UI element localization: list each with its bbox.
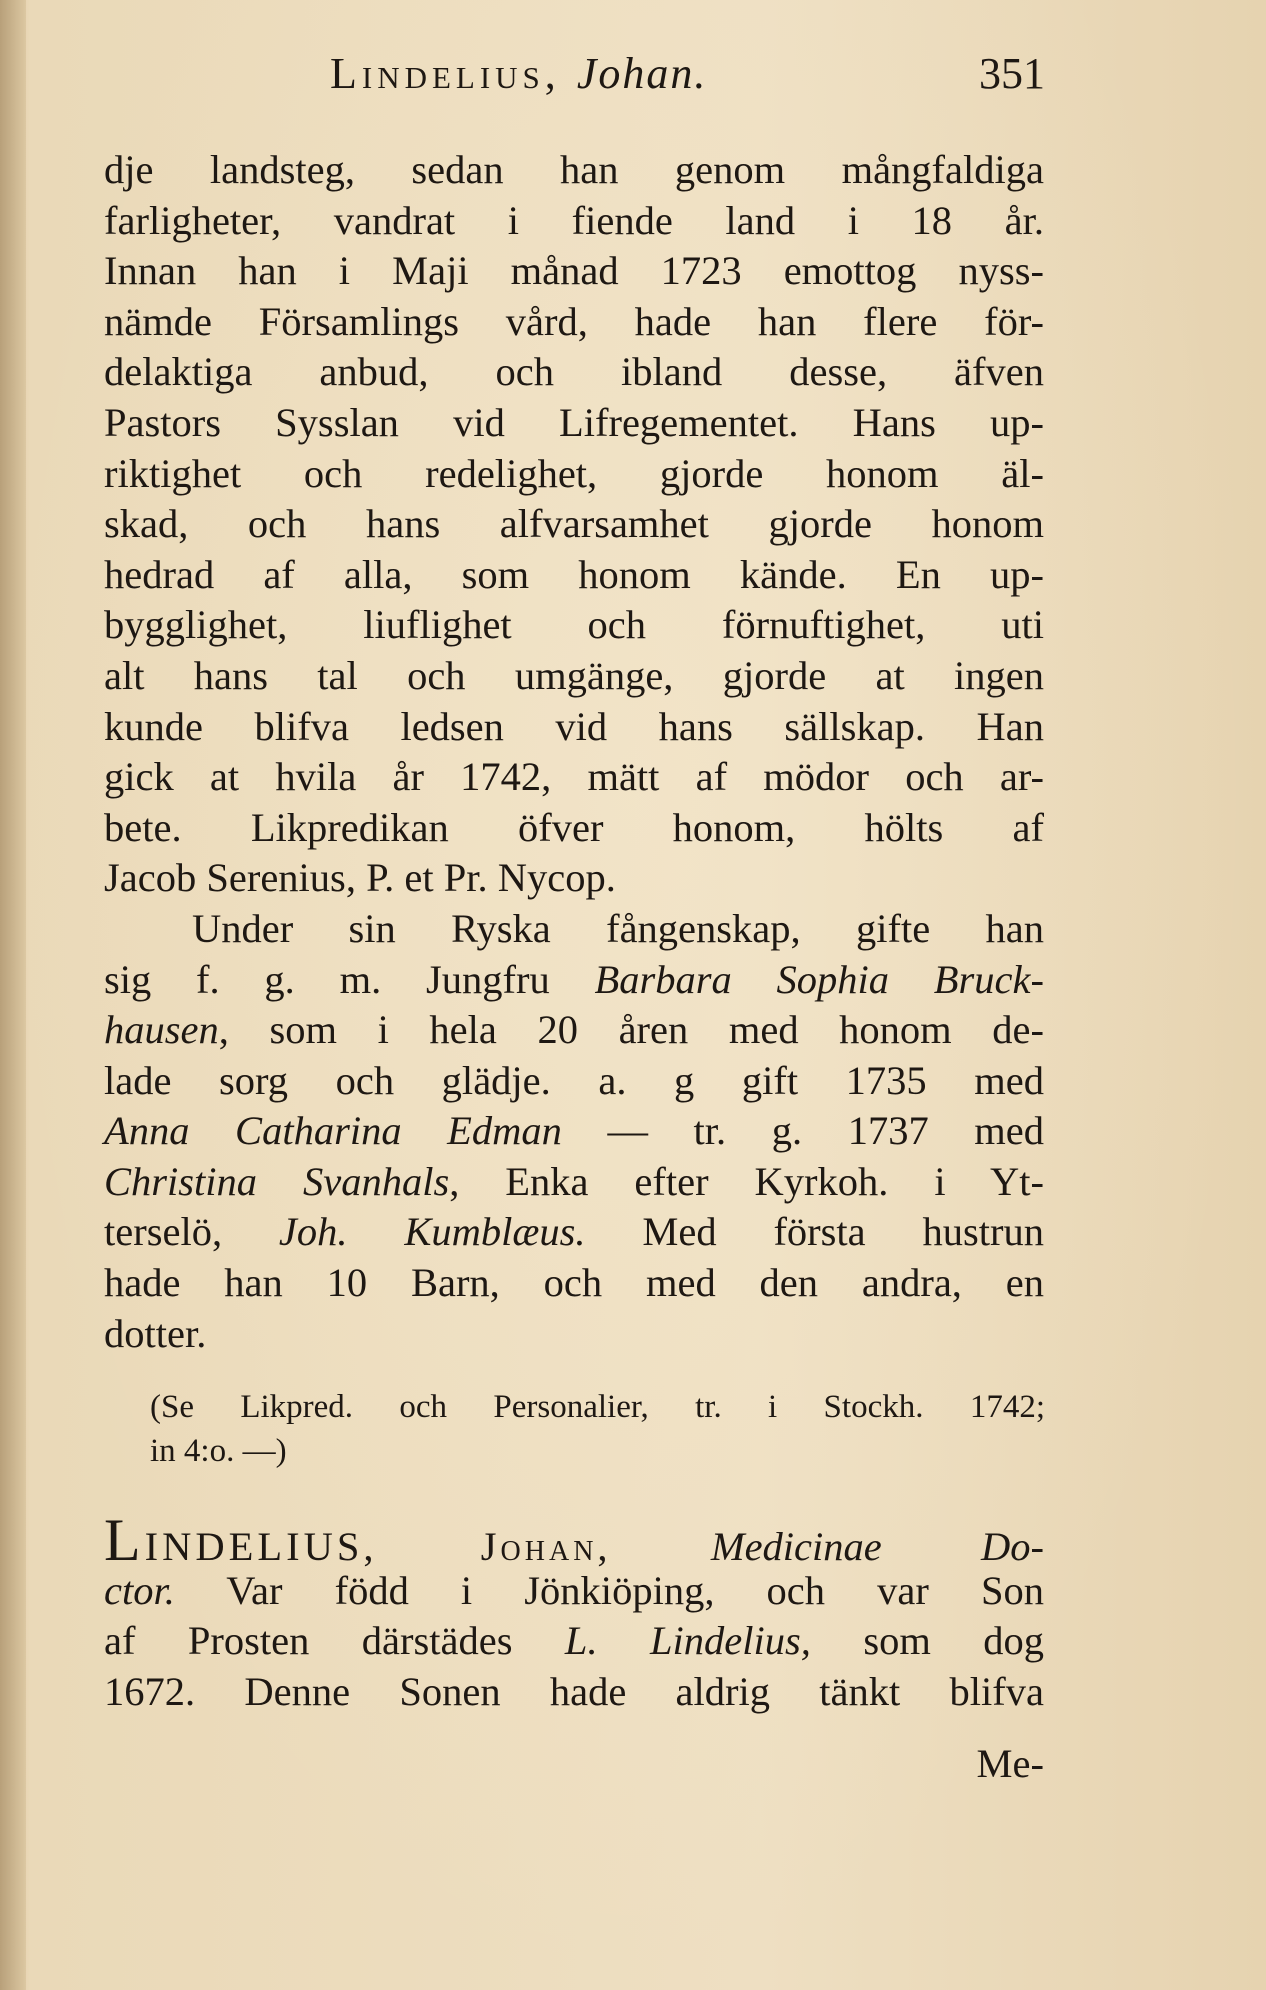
text-span: sig f. g. m. Jungfru xyxy=(104,956,595,1002)
person-name: hausen xyxy=(104,1007,219,1053)
text-line: Jacob Serenius, P. et Pr. Nycop. xyxy=(104,855,616,901)
person-name: Christina Svanhals xyxy=(104,1158,450,1204)
entry-surname: INDELIUS xyxy=(144,1524,364,1569)
text-span: af Prosten därstädes xyxy=(104,1618,565,1664)
entry-initial: L xyxy=(104,1507,145,1573)
text-line: skad, och hans alfvarsamhet gjorde honom xyxy=(104,501,1044,547)
text-line: bygglighet, liuflighet och förnuftighet, uti xyxy=(104,602,1044,648)
page-number: 351 xyxy=(979,49,1045,98)
text-line: delaktiga anbud, och ibland desse, äfven xyxy=(104,349,1044,395)
entry-headword-line xyxy=(104,1507,1044,1573)
main-text-block xyxy=(104,145,1044,1359)
person-name: Barbara Sophia Bruck- xyxy=(594,956,1045,1002)
catchword: Me- xyxy=(976,1741,1044,1786)
text-line xyxy=(104,955,1044,1006)
person-name: Anna Catharina Edman xyxy=(104,1108,562,1154)
text-line: kunde blifva ledsen vid hans sällskap. Han xyxy=(104,703,1044,749)
text-line xyxy=(104,1157,1044,1208)
text-line xyxy=(104,1005,1044,1056)
entry-title-cont: ctor. xyxy=(104,1567,175,1613)
text-line: dotter. xyxy=(104,1310,207,1356)
text-span: , Enka efter Kyrkoh. i Yt- xyxy=(449,1158,1044,1204)
person-name: L. Lindelius, xyxy=(564,1618,811,1664)
text-line xyxy=(104,1106,1044,1157)
text-span: , som i hela 20 åren med honom de- xyxy=(218,1007,1044,1053)
text-span: Var född i Jönkiöping, och var Son xyxy=(174,1567,1044,1613)
text-line: hedrad af alla, som honom kände. En up- xyxy=(104,551,1044,597)
text-line: hade han 10 Barn, och med den andra, en xyxy=(104,1260,1044,1306)
binding-edge xyxy=(0,0,26,1990)
text-line: Pastors Sysslan vid Lifregementet. Hans up- xyxy=(104,399,1044,445)
text-line: gick at hvila år 1742, mätt af mödor och ar- xyxy=(104,754,1044,800)
text-line xyxy=(104,1207,1044,1258)
running-head-given: Johan. xyxy=(576,49,708,98)
text-line: 1672. Denne Sonen hade aldrig tänkt blifva xyxy=(104,1668,1044,1714)
text-line xyxy=(104,1616,1044,1667)
text-line xyxy=(104,1566,1044,1617)
text-line: nämde Församlings vård, hade han flere för- xyxy=(104,298,1044,344)
reference-note xyxy=(150,1385,1045,1473)
text-line: lade sorg och glädje. a. g gift 1735 med xyxy=(104,1057,1044,1103)
text-line: bete. Likpredikan öfver honom, hölts af xyxy=(104,804,1044,850)
text-line: Innan han i Maji månad 1723 emottog nyss- xyxy=(104,248,1044,294)
text-line: dje landsteg, sedan han genom mångfaldiga xyxy=(104,147,1044,192)
entry-given-name: , Johan, xyxy=(363,1524,612,1569)
text-line: alt hans tal och umgänge, gjorde at ingen xyxy=(104,652,1044,698)
text-span: Med första hustrun xyxy=(585,1209,1044,1255)
text-span: — tr. g. 1737 med xyxy=(561,1108,1044,1154)
reference-line: in 4:o. —) xyxy=(150,1433,287,1469)
reference-line: (Se Likpred. och Personalier, tr. i Stockh. 1742; xyxy=(150,1389,1045,1425)
text-span: terselö, xyxy=(104,1209,279,1255)
entry-title: Medicinae Do- xyxy=(710,1524,1044,1569)
running-header xyxy=(330,48,1045,108)
person-name: Joh. Kumblæus. xyxy=(278,1209,586,1255)
next-entry xyxy=(104,1507,1044,1717)
text-line: farligheter, vandrat i fiende land i 18 år. xyxy=(104,197,1044,243)
text-line: riktighet och redelighet, gjorde honom äl- xyxy=(104,450,1044,496)
text-span: som dog xyxy=(810,1618,1044,1664)
running-head-surname: Lindelius, xyxy=(330,49,561,98)
running-head xyxy=(330,48,707,99)
paragraph-start-line: Under sin Ryska fångenskap, gifte han xyxy=(192,905,1044,951)
